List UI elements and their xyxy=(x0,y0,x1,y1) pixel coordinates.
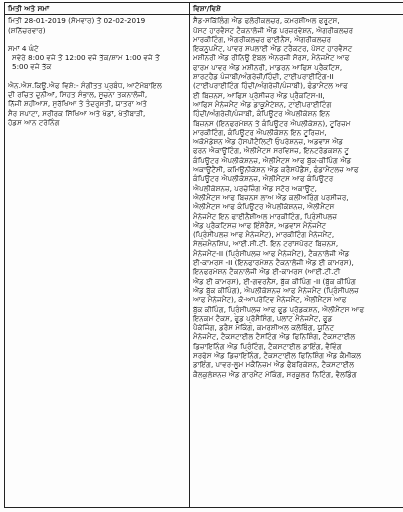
subject-line: (ਟਾਈਪਰਾਈਟਿੰਗ ਹਿੰਦੀ/ਅੰਗਰੇਜ਼ੀ/ਪੰਜਾਬੀ), ਫੰਡਾਮੈਂਟਲ ਆਫ xyxy=(193,81,348,91)
date-time-header: ਮਿਤੀ ਅਤੇ ਸਮਾਂ xyxy=(5,3,190,15)
subject-line: ਈ-ਕਾਮਰਸ -II (ਇਨਫਾਰਮੇਸ਼ਨ ਟੈਕਨਾਲੋਜੀ ਐਂਡ ਈ ਕਾਮਰਸ), xyxy=(193,258,354,268)
subject-line: ਫਾਰਮ ਪਾਵਰ ਐਂਡ ਮਸ਼ੀਨਰੀ, ਮਾਡਰਨ ਆਫਿਸ ਪ੍ਰੈਕਟਿਸ, xyxy=(193,62,343,72)
date-range: ਮਿਤੀ 28-01-2019 (ਸੋਮਵਾਰ) ਤੋਂ 02-02-2019 xyxy=(8,16,146,26)
subject-line: ਮਾਰਕੀਟਿੰਗ, ਕੰਪਿਊਟਰ ਐਪਲੀਕੇਸ਼ਨ ਇਨ ਟੂਰਿਜ਼ਮ, xyxy=(193,127,327,137)
time-slot-line-2: 5:00 ਵਜੇ ਤੱਕ xyxy=(12,62,52,72)
subject-line: ਈ ਬਿਜ਼ਨਸ, ਆਫਿਸ ਪ੍ਰੋਸੀਜਰ ਐਂਡ ਪ੍ਰੈਕਟਿਸ-II, xyxy=(193,90,325,100)
subject-line: ਪੈਕੇਜਿੰਗ, ਡਰੈਸ ਮੇਕਿੰਗ, ਕਮਰਸ਼ੀਅਲ ਕਲੋਥਿੰਗ, ਯੂਨਿਟ xyxy=(193,323,335,333)
subject-line: ਅਕੋਮੋਡੇਸ਼ਨ ਐਂਡ ਹੋਸਪੀਟੈਲਿਟੀ ਓਪਰੇਸ਼ਨਜ਼, ਅਡਵਾਂਸ ਐਂਡ xyxy=(193,137,344,147)
subject-line: ਕੈਲਕੁਲੇਸ਼ਨਜ਼ ਐਂਡ ਗਾਰਮੈਂਟ ਮੇਕਿੰਗ, ਸਰਕੂਲਰ ਨਿਟਿੰਗ, ਵੈਲਡਿੰਗ xyxy=(193,369,357,379)
time-slot-line-1: ਸਵੇਰੇ 8:00 ਵਜੇ ਤੋਂ 12:00 ਵਜੇ ਤੱਕ/ਸ਼ਾਮ 1:00 ਵਜੇ ਤੋਂ xyxy=(12,53,160,63)
subject-line: ਮਸ਼ੀਨਰੀ ਐਂਡ ਰੀਨਿਊ ਏਬਲ ਐਨਰਜੀ ਸੋਰਸ, ਮੈਨੇਜਮੈਂਟ ਆਫ xyxy=(193,53,350,63)
subject-line: ਕੰਪਿਊਟਰ ਐਪਲੀਕੇਸ਼ਨਜ਼, ਐਲੀਮੈਂਟਸ ਆਫ ਕੰਪਿਊਟਰ xyxy=(193,174,334,184)
date-end-day: (ਸ਼ਨਿੱਚਰਵਾਰ) xyxy=(8,25,46,35)
subject-line: ਕੰਪਿਊਟਰ ਐਪਲੀਕੇਸ਼ਨਜ਼, ਐਲੀਮੈਂਟਸ ਆਫ ਬੁੱਕ-ਕੀਪਿੰਗ ਐਂਡ xyxy=(193,155,352,165)
note-line: ਐਨ.ਐਸ.ਕਿਊ.ਐਫ ਵਿਸ਼ੇ:- ਸੰਗੀਤਤ ਪ੍ਰਬੰਧ, ਆਟੋਮੋਬਾਇਲ xyxy=(8,80,162,90)
subject-line: ਐਪਲੀਕੇਸ਼ਨਜ਼, ਪਰਚੇਜ਼ਿੰਗ ਐਂਡ ਸਟੋਰ ਅਕਾਊਂਟ, xyxy=(193,183,317,193)
subject-line: ਮਾਰਕੀਟਿੰਗ, ਐਗਰੀਕਲਚਰ ਫਾਈਨੈਂਸ, ਐਗਰੀਕਲਚਰ xyxy=(193,34,332,44)
duration-title: ਸਮਾਂ 4 ਘੰਟੇ xyxy=(8,43,39,53)
subject-line: ਆਫ ਮੈਨੇਜਮੈਂਟ), ਕੋ-ਆਪਰੇਟਿਵ ਮੈਨੇਜਮੈਂਟ, ਐਲੀਮੈਂਟਸ ਆਫ xyxy=(193,295,347,305)
subjects-cell xyxy=(190,15,403,508)
schedule-table xyxy=(4,2,403,508)
date-time-cell xyxy=(5,15,190,508)
note-line: ਹੋਡਸ ਆਨ ਟਰੇਨਿੰਗ xyxy=(8,117,60,127)
subject-line: ਮੈਨੇਜਮੈਂਟ-II (ਪ੍ਰਿੰਸੀਪਲਜ਼ ਆਫ ਮੈਨੇਜਮੈਂਟ), ਟੈਕਨਾਲੋਜੀ ਐਂਡ xyxy=(193,248,350,258)
subject-line: ਐਂਡ ਬੁੱਕ ਕੀਪਿੰਗ), ਐਪਲੀਕੇਸ਼ਨਜ਼ ਆਫ ਮੈਨੇਜਮੈਂਟ (ਪ੍ਰਿੰਸੀਪਲਜ਼ xyxy=(193,285,359,295)
subject-line: ਸੇਲਜ਼ਮੈਨਸ਼ਿਪ, ਆਈ.ਸੀ.ਟੀ. ਇਨ ਟਰਾਂਸਪੋਰਟ ਬਿਜ਼ਨਸ, xyxy=(193,239,339,249)
subject-line: ਮੈਨੇਜਮੈਂਟ, ਟੈਕਸਟਾਈਲ ਟੈਸਟਿੰਗ ਐਂਡ ਫਿਨਿਸ਼ਿੰਗ, ਟੈਕਸਟਾਈਲ xyxy=(193,332,356,342)
subject-line: ਆਫਿਸ ਮੈਨੇਜਮੈਂਟ ਐਂਡ ਡਾਕੂਮੈਂਟੇਸ਼ਨ, ਟਾਈਪਰਾਈਟਿੰਗ xyxy=(193,99,332,109)
subject-line: ਅਕਾਊਂਟੈਂਸੀ, ਕਮਿਊਨੀਕੇਸ਼ਨ ਐਂਡ ਕਰੈਸਪੌਂਡੈਂਸ, ਫੰਡਾਮੈਂਟਲਜ਼ ਆਫ xyxy=(193,165,359,175)
subject-line: ਸ਼ਾਰਟਹੈਂਡ ਪੰਜਾਬੀ/ਅੰਗਰੇਜ਼ੀ/ਹਿੰਦੀ, ਟਾਈਪਰਾਈਟਿੰਗ-II xyxy=(193,72,334,82)
nsqf-subjects-note xyxy=(8,81,186,127)
subject-line: ਐਂਡ ਈ ਕਾਮਰਸ), ਈ-ਗਵਰਨੈਂਸ, ਬੁੱਕ ਕੀਪਿੰਗ -II (ਬੁੱਕ ਕੀਪਿੰਗ xyxy=(193,276,357,286)
subjects-list xyxy=(193,16,403,379)
subject-line: ਪੋਸਟ ਹਾਰਵੈਸਟ ਟੈਕਨਾਲੋਜੀ ਐਂਡ ਪਰਜ਼ਰਵੇਸ਼ਨ, ਐਗਰੀਕਲਚਰ xyxy=(193,25,354,35)
subject-line: ਬੁੱਕ ਕੀਪਿੰਗ, ਪ੍ਰਿੰਸੀਪਲਜ਼ ਆਫ ਫੂਡ ਪ੍ਰੋਡਕਸ਼ਨ, ਐਲੀਮੈਂਟਸ ਆਫ xyxy=(193,304,365,314)
subject-line: ਸਰਫੇਸ ਐਂਡ ਡਿਜ਼ਾਇਨਿੰਗ, ਟੈਕਸਟਾਈਲ ਫਿਨਿਸ਼ਿੰਗ ਐਂਡ ਕੈਮੀਕਲ xyxy=(193,350,362,360)
subject-line: ਬਿਜ਼ਨਸ (ਇਨਫਰਮੇਸ਼ਨ ਤੇ ਕੰਪਿਊਟਰ ਐਪਲੀਕੇਸ਼ਨ), ਟੂਰਿਜ਼ਮ xyxy=(193,118,351,128)
subject-line: ਡਾਇੰਗ, ਪਾਵਰ-ਲੂਮ ਮਕੈਨਿਜ਼ਮ ਐਂਡ ਫੈਬਰਿਕੇਸ਼ਨ, ਟੈਕਸਟਾਈਲ xyxy=(193,360,355,370)
subject-line: ਇਨਕਮ ਟੈਕਸ, ਫੂਡ ਪ੍ਰੋਸੈਸਿੰਗ, ਪਲਾਂਟ ਮੈਨੇਜਮੈਂਟ, ਫੂਡ xyxy=(193,313,333,323)
table-header-row xyxy=(5,3,403,15)
note-line: ਸੈਰ ਸਪਾਟਾ, ਸਰੀਰਕ ਸਿੱਖਿਆ ਅਤੇ ਖੇਡਾਂ, ਖੇਤੀਬਾੜੀ, xyxy=(8,108,146,118)
note-line: ਦੀ ਰਚਿਤ ਦੁਨੀਆਂ, ਸਿਹਤ ਸੰਭਾਲ, ਸੂਚਨਾ ਤਕਨਾਲੋਜੀ, xyxy=(8,90,148,100)
subject-line: ਐਲੀਮੈਂਟਸ ਆਫ ਬਿਜ਼ਨਸ ਲਾਅ ਐਂਡ ਕਲੀਅਰਿੰਗ ਪਰਸੀਜਰ, xyxy=(193,192,349,202)
note-line: ਨਿੱਜੀ ਸ਼ਹੀਆਸ, ਸੁਰੱਖਿਆ ਤੇ ਤੰਦਰੁਸਤੀ, ਯਾਤਰਾ ਅਤੇ xyxy=(8,99,148,109)
subject-line: (ਪ੍ਰਿੰਸੀਪਲਜ਼ ਆਫ ਮੈਨੇਜਮੈਂਟ), ਮਾਰਕੀਟਿੰਗ ਮੈਨੇਜਮੈਂਟ, xyxy=(193,230,335,240)
subject-line: ਸੈੱਡ-ਸਕਿੱਲਿੰਗ ਐਂਡ ਫਲੋਰੀਕਲਚਰ, ਕਮਰਸ਼ੀਅਲ ਫਰੂਟਸ, xyxy=(193,16,340,26)
subject-line: ਇਨਫਰਮੇਸ਼ਨ ਟੈਕਨਾਲੋਜੀ ਐਂਡ ਈ-ਕਾਮਰਸ (ਆਈ.ਟੀ.ਟੀ xyxy=(193,267,341,277)
subjects-header: ਵਿਸ਼ਾ/ਵਿਸ਼ੇ xyxy=(190,3,403,15)
subject-line: ਹਿੰਦੀ/ਅੰਗਰੇਜ਼ੀ/ਪੰਜਾਬੀ, ਕੰਪਿਊਟਰ ਐਪਲੀਕੇਸ਼ਨ ਇਨ xyxy=(193,109,331,119)
subject-line: ਐਂਡ ਪ੍ਰੈਕਟਿਸਜ਼ ਆਫ ਇੰਸ਼ੋਰੈਂਸ, ਅਡਵਾਂਸ ਮੈਨੇਜਮੈਂਟ xyxy=(193,220,327,230)
subject-line: ਡਿਜ਼ਾਇਨਿੰਗ ਐਂਡ ਪ੍ਰਿੰਟਿੰਗ, ਟੈਕਸਟਾਈਲ ਡਾਇੰਗ, ਵੈਵਿੰਗ xyxy=(193,341,342,351)
subject-line: ਐਲੀਮੈਂਟਸ ਆਫ ਕੰਪਿਊਟਰ ਐਪਲੀਕੇਸ਼ਨਜ਼, ਐਲੀਮੈਂਟਸ xyxy=(193,202,335,212)
subject-line: ਇਕਨੂਪਮੈਂਟ, ਪਾਵਰ ਸਪਲਾਈ ਐਂਡ ਟਰੈਕਟਰ, ਪੋਸਟ ਹਾਰਵੈਸਟ xyxy=(193,44,353,54)
subject-line: ਮੈਨੇਜਮੈਂਟ ਇਨ ਫਾਈਨੈਂਸ਼ੀਅਲ ਮਾਰਕੀਟਿੰਗ, ਪ੍ਰਿੰਸੀਪਲਜ਼ xyxy=(193,211,338,221)
table-body-row xyxy=(5,15,403,508)
subject-line: ਫਰਨ ਐਕਾਊਂਟਿੰਗ, ਐਲੀਮੈਂਟਸ ਸਰਵਿਸਜ਼, ਇਨਟਰੋਡਕਸ਼ਨ ਟੂ xyxy=(193,146,349,156)
